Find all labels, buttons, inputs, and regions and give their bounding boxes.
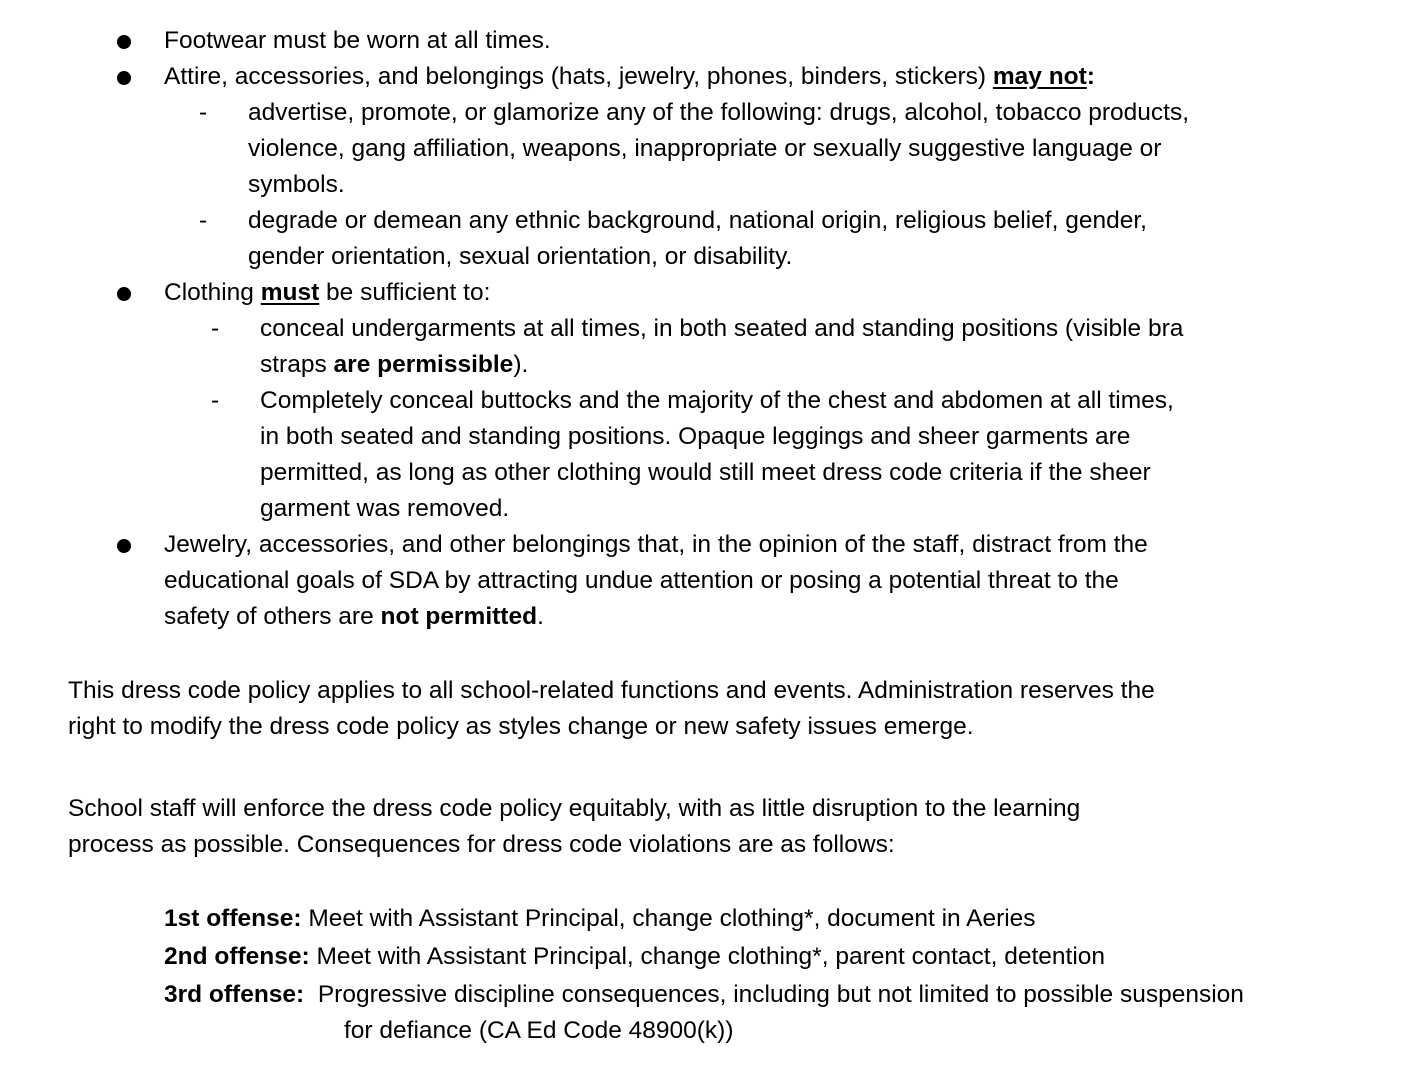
bullet-text: Footwear must be worn at all times. [164, 27, 551, 54]
offense-second [164, 939, 1105, 975]
sub-dash: - [199, 207, 208, 234]
sub-line: degrade or demean any ethnic background, national origin, religious belief, gender, [248, 207, 1147, 234]
emphasis-not-permitted: not permitted [380, 603, 538, 630]
offense-third [164, 977, 1244, 1013]
bullet-clothing [164, 275, 490, 311]
bullet-dot [117, 35, 131, 49]
paragraph-line: School staff will enforce the dress code policy equitably, with as little disruption to the learning [68, 795, 1081, 822]
sub-item-degrade [248, 203, 1147, 275]
paragraph-line: right to modify the dress code policy as styles change or new safety issues emerge. [68, 713, 974, 740]
bullet-dot [117, 287, 131, 301]
offense-label: 1st offense: [164, 905, 302, 932]
bullet-text: Clothing [164, 279, 261, 306]
sub-line: symbols. [248, 171, 345, 198]
sub-dash: - [199, 99, 208, 126]
bullet-line: safety of others are not permitted. [164, 603, 544, 630]
sub-item-conceal-undergarments [260, 311, 1183, 383]
bullet-text: Attire, accessories, and belongings (hats, jewelry, phones, binders, stickers) [164, 63, 993, 90]
paragraph-policy-scope [68, 673, 1155, 745]
bullet-text: be sufficient to: [319, 279, 491, 306]
emphasis-are-permissible: are permissible [333, 351, 514, 378]
offense-third-continuation [344, 1013, 734, 1049]
sub-item-conceal-buttocks [260, 383, 1174, 527]
sub-line: violence, gang affiliation, weapons, inappropriate or sexually suggestive language or [248, 135, 1162, 162]
sub-line: permitted, as long as other clothing would still meet dress code criteria if the sheer [260, 459, 1151, 486]
emphasis-colon: : [1086, 63, 1095, 90]
bullet-line: Jewelry, accessories, and other belongings that, in the opinion of the staff, distract from the [164, 531, 1148, 558]
sub-line: garment was removed. [260, 495, 510, 522]
sub-item-advertise [248, 95, 1189, 203]
paragraph-enforcement [68, 791, 1080, 863]
sub-line: conceal undergarments at all times, in both seated and standing positions (visible bra [260, 315, 1184, 342]
bullet-dot [117, 539, 131, 553]
emphasis-must: must [260, 279, 320, 306]
sub-line: in both seated and standing positions. Opaque leggings and sheer garments are [260, 423, 1131, 450]
sub-line: advertise, promote, or glamorize any of the following: drugs, alcohol, tobacco products, [248, 99, 1190, 126]
offense-first [164, 901, 1036, 937]
offense-text: Progressive discipline consequences, including but not limited to possible suspension [304, 981, 1244, 1008]
offense-text: Meet with Assistant Principal, change clothing*, parent contact, detention [309, 943, 1106, 970]
bullet-dot [117, 71, 131, 85]
offense-label: 2nd offense: [164, 943, 310, 970]
sub-line: Completely conceal buttocks and the majority of the chest and abdomen at all times, [260, 387, 1174, 414]
paragraph-line: process as possible. Consequences for dress code violations are as follows: [68, 831, 895, 858]
sub-dash: - [211, 315, 220, 342]
bullet-attire [164, 59, 1095, 95]
offense-text: Meet with Assistant Principal, change clothing*, document in Aeries [301, 905, 1036, 932]
bullet-line: educational goals of SDA by attracting undue attention or posing a potential threat to the [164, 567, 1119, 594]
sub-line: straps are permissible). [260, 351, 529, 378]
emphasis-may-not: may not [992, 63, 1087, 90]
sub-line: gender orientation, sexual orientation, or disability. [248, 243, 793, 270]
paragraph-line: This dress code policy applies to all school-related functions and events. Administration reserves the [68, 677, 1155, 704]
bullet-footwear [164, 23, 551, 59]
offense-text: for defiance (CA Ed Code 48900(k)) [344, 1017, 734, 1044]
sub-dash: - [211, 387, 220, 414]
bullet-jewelry [164, 527, 1148, 635]
offense-label: 3rd offense: [164, 981, 305, 1008]
